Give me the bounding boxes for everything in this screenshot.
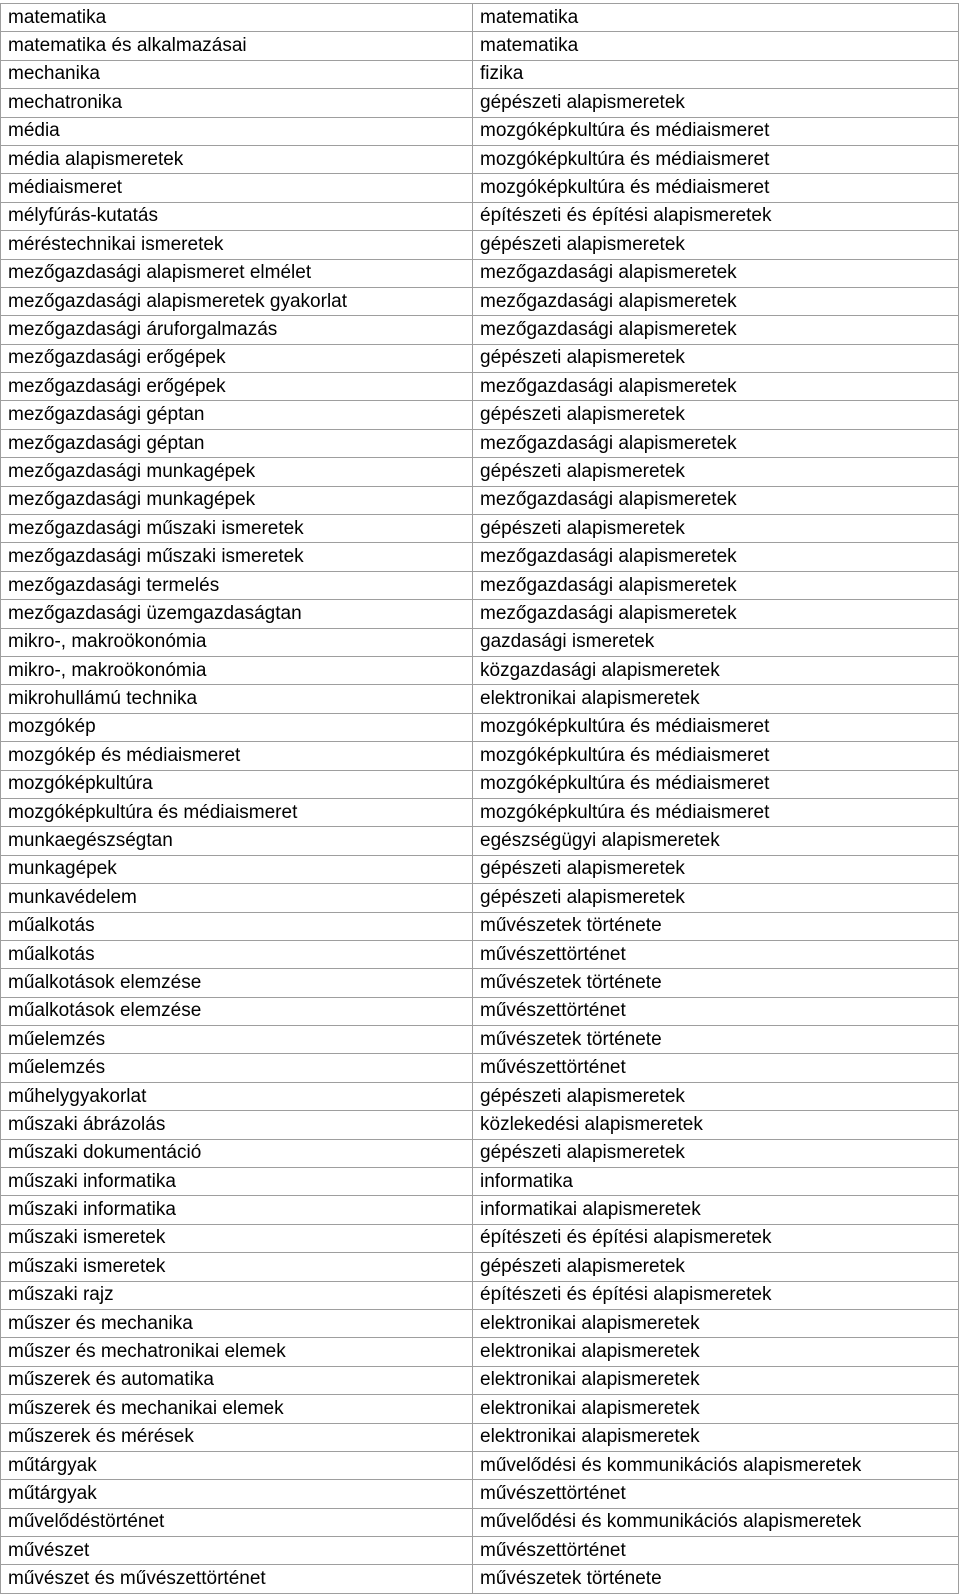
table-row <box>1 656 959 684</box>
subject-name-cell: munkavédelem <box>1 884 473 912</box>
table-row <box>1 486 959 514</box>
table-body <box>1 4 959 1594</box>
table-row <box>1 1451 959 1479</box>
table-row <box>1 259 959 287</box>
table-row <box>1 600 959 628</box>
table-row <box>1 969 959 997</box>
exam-subject-cell: művészetek története <box>473 1026 959 1054</box>
subject-name-cell: műhelygyakorlat <box>1 1082 473 1110</box>
subject-name-cell: mezőgazdasági áruforgalmazás <box>1 316 473 344</box>
table-row <box>1 231 959 259</box>
exam-subject-cell: művészetek története <box>473 912 959 940</box>
subject-name-cell: mechanika <box>1 60 473 88</box>
exam-subject-cell: mozgóképkultúra és médiaismeret <box>473 713 959 741</box>
subject-name-cell: méréstechnikai ismeretek <box>1 231 473 259</box>
table-row <box>1 4 959 32</box>
exam-subject-cell: művészetek története <box>473 1565 959 1593</box>
exam-subject-cell: mozgóképkultúra és médiaismeret <box>473 117 959 145</box>
table-row <box>1 1281 959 1309</box>
subject-name-cell: művelődéstörténet <box>1 1508 473 1536</box>
exam-subject-cell: művészettörténet <box>473 997 959 1025</box>
subject-name-cell: műszerek és mérések <box>1 1423 473 1451</box>
subject-name-cell: mezőgazdasági géptan <box>1 429 473 457</box>
exam-subject-cell: mezőgazdasági alapismeretek <box>473 373 959 401</box>
subject-name-cell: médiaismeret <box>1 174 473 202</box>
exam-subject-cell: gépészeti alapismeretek <box>473 401 959 429</box>
table-row <box>1 798 959 826</box>
exam-subject-cell: gépészeti alapismeretek <box>473 515 959 543</box>
table-row <box>1 940 959 968</box>
exam-subject-cell: matematika <box>473 4 959 32</box>
exam-subject-cell: építészeti és építési alapismeretek <box>473 1281 959 1309</box>
subject-name-cell: munkagépek <box>1 855 473 883</box>
exam-subject-cell: informatika <box>473 1168 959 1196</box>
subject-name-cell: mozgókép és médiaismeret <box>1 742 473 770</box>
exam-subject-cell: gépészeti alapismeretek <box>473 1139 959 1167</box>
exam-subject-cell: művészettörténet <box>473 1480 959 1508</box>
exam-subject-cell: gépészeti alapismeretek <box>473 231 959 259</box>
subject-name-cell: mikrohullámú technika <box>1 685 473 713</box>
exam-subject-cell: elektronikai alapismeretek <box>473 1366 959 1394</box>
subject-name-cell: műszaki informatika <box>1 1196 473 1224</box>
table-row <box>1 1224 959 1252</box>
exam-subject-cell: mezőgazdasági alapismeretek <box>473 259 959 287</box>
subject-name-cell: média <box>1 117 473 145</box>
subject-name-cell: műszaki ismeretek <box>1 1224 473 1252</box>
subject-name-cell: munkaegészségtan <box>1 827 473 855</box>
exam-subject-cell: gépészeti alapismeretek <box>473 344 959 372</box>
table-row <box>1 1139 959 1167</box>
table-row <box>1 202 959 230</box>
table-row <box>1 1480 959 1508</box>
table-row <box>1 571 959 599</box>
table-row <box>1 855 959 883</box>
table-row <box>1 997 959 1025</box>
subject-name-cell: mélyfúrás-kutatás <box>1 202 473 230</box>
table-row <box>1 1366 959 1394</box>
subject-name-cell: mezőgazdasági termelés <box>1 571 473 599</box>
table-row <box>1 1082 959 1110</box>
exam-subject-cell: gépészeti alapismeretek <box>473 1082 959 1110</box>
subject-mapping-table <box>0 3 959 1594</box>
table-row <box>1 1054 959 1082</box>
table-row <box>1 827 959 855</box>
table-row <box>1 287 959 315</box>
table-row <box>1 1253 959 1281</box>
subject-name-cell: műelemzés <box>1 1026 473 1054</box>
subject-name-cell: média alapismeretek <box>1 145 473 173</box>
exam-subject-cell: építészeti és építési alapismeretek <box>473 1224 959 1252</box>
subject-name-cell: műszaki ábrázolás <box>1 1111 473 1139</box>
table-row <box>1 1168 959 1196</box>
exam-subject-cell: mezőgazdasági alapismeretek <box>473 429 959 457</box>
subject-name-cell: művészet és művészettörténet <box>1 1565 473 1593</box>
exam-subject-cell: elektronikai alapismeretek <box>473 1338 959 1366</box>
exam-subject-cell: mozgóképkultúra és médiaismeret <box>473 742 959 770</box>
exam-subject-cell: gépészeti alapismeretek <box>473 855 959 883</box>
exam-subject-cell: elektronikai alapismeretek <box>473 1309 959 1337</box>
subject-name-cell: műtárgyak <box>1 1480 473 1508</box>
exam-subject-cell: művelődési és kommunikációs alapismeretek <box>473 1508 959 1536</box>
table-row <box>1 458 959 486</box>
subject-name-cell: mozgókép <box>1 713 473 741</box>
subject-name-cell: mozgóképkultúra és médiaismeret <box>1 798 473 826</box>
table-row <box>1 742 959 770</box>
exam-subject-cell: mozgóképkultúra és médiaismeret <box>473 770 959 798</box>
table-row <box>1 1508 959 1536</box>
subject-name-cell: művészet <box>1 1537 473 1565</box>
subject-name-cell: műszerek és mechanikai elemek <box>1 1395 473 1423</box>
exam-subject-cell: művészetek története <box>473 969 959 997</box>
subject-name-cell: műszer és mechanika <box>1 1309 473 1337</box>
exam-subject-cell: mozgóképkultúra és médiaismeret <box>473 145 959 173</box>
table-row <box>1 1565 959 1593</box>
table-row <box>1 344 959 372</box>
exam-subject-cell: mezőgazdasági alapismeretek <box>473 600 959 628</box>
subject-name-cell: műszaki dokumentáció <box>1 1139 473 1167</box>
table-row <box>1 628 959 656</box>
exam-subject-cell: mozgóképkultúra és médiaismeret <box>473 174 959 202</box>
exam-subject-cell: építészeti és építési alapismeretek <box>473 202 959 230</box>
exam-subject-cell: matematika <box>473 32 959 60</box>
subject-name-cell: műszaki rajz <box>1 1281 473 1309</box>
table-row <box>1 60 959 88</box>
subject-name-cell: mezőgazdasági alapismeretek gyakorlat <box>1 287 473 315</box>
exam-subject-cell: mozgóképkultúra és médiaismeret <box>473 798 959 826</box>
table-row <box>1 373 959 401</box>
table-row <box>1 117 959 145</box>
subject-name-cell: mikro-, makroökonómia <box>1 656 473 684</box>
table-row <box>1 429 959 457</box>
exam-subject-cell: mezőgazdasági alapismeretek <box>473 543 959 571</box>
exam-subject-cell: gépészeti alapismeretek <box>473 1253 959 1281</box>
exam-subject-cell: gépészeti alapismeretek <box>473 884 959 912</box>
subject-name-cell: műszaki ismeretek <box>1 1253 473 1281</box>
table-row <box>1 145 959 173</box>
subject-name-cell: műalkotások elemzése <box>1 997 473 1025</box>
table-row <box>1 884 959 912</box>
exam-subject-cell: művészettörténet <box>473 940 959 968</box>
table-row <box>1 89 959 117</box>
exam-subject-cell: mezőgazdasági alapismeretek <box>473 486 959 514</box>
exam-subject-cell: közlekedési alapismeretek <box>473 1111 959 1139</box>
table-row <box>1 1026 959 1054</box>
subject-name-cell: mezőgazdasági műszaki ismeretek <box>1 543 473 571</box>
table-row <box>1 316 959 344</box>
subject-name-cell: mezőgazdasági üzemgazdaságtan <box>1 600 473 628</box>
exam-subject-cell: közgazdasági alapismeretek <box>473 656 959 684</box>
subject-name-cell: mezőgazdasági munkagépek <box>1 458 473 486</box>
subject-name-cell: műtárgyak <box>1 1451 473 1479</box>
subject-name-cell: műalkotás <box>1 940 473 968</box>
subject-name-cell: műszer és mechatronikai elemek <box>1 1338 473 1366</box>
exam-subject-cell: mezőgazdasági alapismeretek <box>473 287 959 315</box>
exam-subject-cell: mezőgazdasági alapismeretek <box>473 571 959 599</box>
subject-name-cell: műszerek és automatika <box>1 1366 473 1394</box>
table-row <box>1 1423 959 1451</box>
exam-subject-cell: elektronikai alapismeretek <box>473 1423 959 1451</box>
subject-name-cell: mezőgazdasági alapismeret elmélet <box>1 259 473 287</box>
subject-name-cell: matematika és alkalmazásai <box>1 32 473 60</box>
exam-subject-cell: művelődési és kommunikációs alapismeretek <box>473 1451 959 1479</box>
subject-name-cell: mezőgazdasági műszaki ismeretek <box>1 515 473 543</box>
subject-name-cell: mozgóképkultúra <box>1 770 473 798</box>
exam-subject-cell: egészségügyi alapismeretek <box>473 827 959 855</box>
table-row <box>1 912 959 940</box>
subject-name-cell: mezőgazdasági erőgépek <box>1 344 473 372</box>
exam-subject-cell: mezőgazdasági alapismeretek <box>473 316 959 344</box>
exam-subject-cell: gépészeti alapismeretek <box>473 89 959 117</box>
exam-subject-cell: művészettörténet <box>473 1054 959 1082</box>
subject-name-cell: mikro-, makroökonómia <box>1 628 473 656</box>
subject-name-cell: műszaki informatika <box>1 1168 473 1196</box>
subject-name-cell: mezőgazdasági géptan <box>1 401 473 429</box>
exam-subject-cell: gazdasági ismeretek <box>473 628 959 656</box>
subject-name-cell: műelemzés <box>1 1054 473 1082</box>
table-row <box>1 174 959 202</box>
subject-name-cell: mezőgazdasági erőgépek <box>1 373 473 401</box>
table-row <box>1 1537 959 1565</box>
table-row <box>1 713 959 741</box>
exam-subject-cell: fizika <box>473 60 959 88</box>
subject-name-cell: mezőgazdasági munkagépek <box>1 486 473 514</box>
table-row <box>1 32 959 60</box>
table-row <box>1 1196 959 1224</box>
table-row <box>1 1395 959 1423</box>
exam-subject-cell: informatikai alapismeretek <box>473 1196 959 1224</box>
table-row <box>1 515 959 543</box>
subject-name-cell: műalkotások elemzése <box>1 969 473 997</box>
table-row <box>1 401 959 429</box>
subject-name-cell: mechatronika <box>1 89 473 117</box>
table-row <box>1 1111 959 1139</box>
exam-subject-cell: elektronikai alapismeretek <box>473 1395 959 1423</box>
table-row <box>1 1309 959 1337</box>
exam-subject-cell: művészettörténet <box>473 1537 959 1565</box>
subject-name-cell: műalkotás <box>1 912 473 940</box>
table-row <box>1 543 959 571</box>
table-row <box>1 1338 959 1366</box>
subject-name-cell: matematika <box>1 4 473 32</box>
exam-subject-cell: elektronikai alapismeretek <box>473 685 959 713</box>
exam-subject-cell: gépészeti alapismeretek <box>473 458 959 486</box>
table-row <box>1 770 959 798</box>
table-row <box>1 685 959 713</box>
